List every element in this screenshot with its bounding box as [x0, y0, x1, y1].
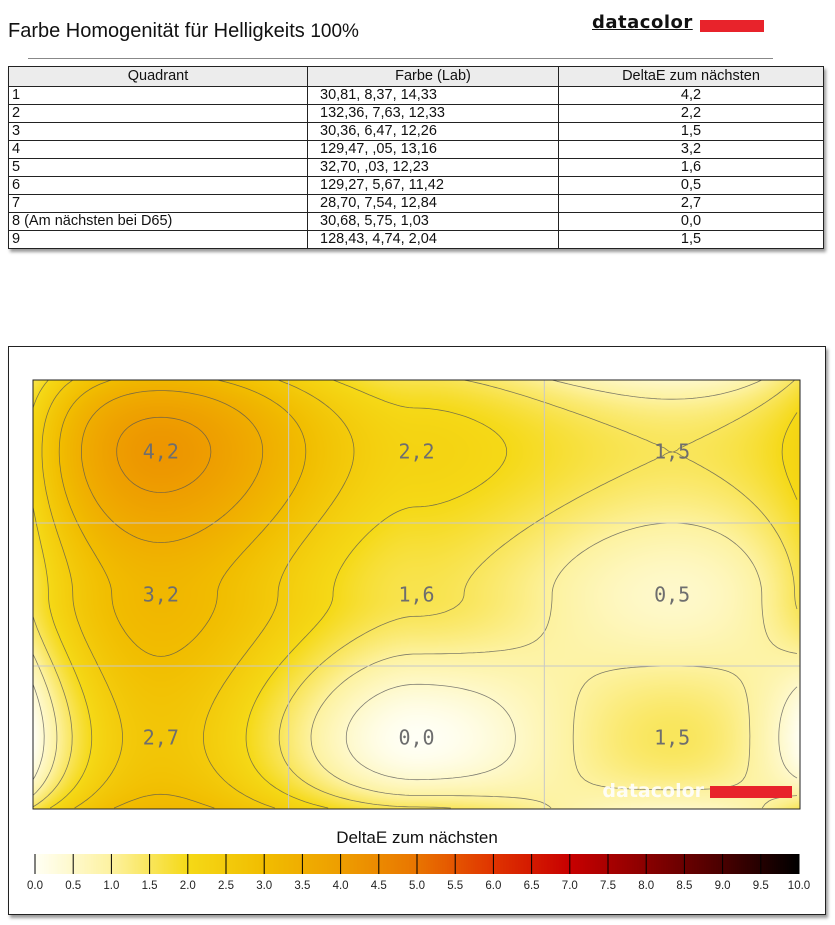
- deltae-cell: 0,5: [559, 177, 824, 195]
- deltae-cell: 1,5: [559, 123, 824, 141]
- table-row: [9, 87, 824, 105]
- table-row: [9, 213, 824, 231]
- colorbar-tick-label: 2.5: [218, 880, 234, 892]
- colorbar-tick-label: 3.0: [256, 880, 273, 892]
- column-header-color: Farbe (Lab): [308, 67, 559, 87]
- colorbar-tick-label: 9.5: [752, 880, 769, 892]
- deltae-cell: 2,7: [559, 195, 824, 213]
- deltae-cell: 4,2: [559, 87, 824, 105]
- colorbar-tick-label: 0.5: [65, 880, 82, 892]
- cell-value-label: 2,7: [142, 725, 179, 750]
- quadrant-cell: 7: [9, 195, 308, 213]
- quadrant-cell: 8 (Am nächsten bei D65): [9, 213, 308, 231]
- quadrant-cell: 9: [9, 231, 308, 249]
- cell-value-label: 4,2: [142, 439, 179, 464]
- lab-cell: 129,27, 5,67, 11,42: [308, 177, 559, 195]
- quadrant-cell: 6: [9, 177, 308, 195]
- column-header-deltae: DeltaE zum nächsten: [559, 67, 824, 87]
- cell-value-label: 1,5: [654, 725, 691, 750]
- colorbar-tick-label: 2.0: [179, 880, 196, 892]
- colorbar-tick-label: 1.5: [141, 880, 158, 892]
- colorbar-title: DeltaE zum nächsten: [336, 828, 498, 847]
- table-row: [9, 177, 824, 195]
- colorbar-tick-label: 6.0: [485, 880, 502, 892]
- table-row: [9, 231, 824, 249]
- cell-value-label: 1,5: [654, 439, 691, 464]
- lab-cell: 128,43, 4,74, 2,04: [308, 231, 559, 249]
- colorbar-tick-label: 4.5: [370, 880, 387, 892]
- colorbar-tick-label: 5.5: [447, 880, 464, 892]
- uniformity-heatmap-panel: [8, 346, 826, 915]
- deltae-cell: 1,5: [559, 231, 824, 249]
- colorbar-tick-label: 3.5: [294, 880, 311, 892]
- colorbar-tick-label: 9.0: [714, 880, 731, 892]
- column-header-quadrant: Quadrant: [9, 67, 308, 87]
- table-row: [9, 195, 824, 213]
- table-row: [9, 123, 824, 141]
- lab-cell: 30,68, 5,75, 1,03: [308, 213, 559, 231]
- quadrant-cell: 4: [9, 141, 308, 159]
- cell-value-label: 1,6: [398, 582, 435, 607]
- colorbar-tick-label: 8.0: [638, 880, 655, 892]
- page-title: [8, 20, 359, 43]
- colorbar-tick-label: 1.0: [103, 880, 120, 892]
- watermark-bar: [710, 786, 792, 798]
- deltae-cell: 1,6: [559, 159, 824, 177]
- measurement-table: [8, 66, 824, 249]
- deltae-cell: 2,2: [559, 105, 824, 123]
- colorbar-tick-label: 6.5: [523, 880, 540, 892]
- lab-cell: 32,70, ,03, 12,23: [308, 159, 559, 177]
- title-percent: 100%: [310, 21, 359, 42]
- colorbar-tick-label: 4.0: [332, 880, 349, 892]
- table-row: [9, 159, 824, 177]
- uniformity-heatmap: [9, 347, 825, 914]
- quadrant-cell: 1: [9, 87, 308, 105]
- cell-value-label: 3,2: [142, 582, 179, 607]
- header-divider: [28, 58, 773, 59]
- logo-bar: [700, 20, 764, 32]
- lab-cell: 30,36, 6,47, 12,26: [308, 123, 559, 141]
- cell-value-label: 0,5: [654, 582, 691, 607]
- table-row: [9, 141, 824, 159]
- table-row: [9, 105, 824, 123]
- lab-cell: 30,81, 8,37, 14,33: [308, 87, 559, 105]
- logo-text: datacolor: [592, 12, 693, 33]
- colorbar-tick-label: 5.0: [409, 880, 425, 892]
- deltae-cell: 3,2: [559, 141, 824, 159]
- lab-cell: 132,36, 7,63, 12,33: [308, 105, 559, 123]
- colorbar-tick-label: 7.5: [600, 880, 616, 892]
- cell-value-label: 2,2: [398, 439, 435, 464]
- title-text: Farbe Homogenität für Helligkeits: [8, 20, 305, 42]
- colorbar-tick-label: 8.5: [676, 880, 693, 892]
- cell-value-label: 0,0: [398, 725, 435, 750]
- deltae-cell: 0,0: [559, 213, 824, 231]
- lab-cell: 129,47, ,05, 13,16: [308, 141, 559, 159]
- datacolor-logo: [592, 12, 772, 38]
- lab-cell: 28,70, 7,54, 12,84: [308, 195, 559, 213]
- colorbar-tick-label: 10.0: [787, 880, 811, 892]
- table-header-row: [9, 67, 824, 87]
- quadrant-cell: 3: [9, 123, 308, 141]
- quadrant-cell: 5: [9, 159, 308, 177]
- colorbar-tick-label: 7.0: [561, 880, 578, 892]
- quadrant-cell: 2: [9, 105, 308, 123]
- watermark-text: datacolor: [602, 780, 704, 802]
- colorbar-tick-label: 0.0: [27, 880, 43, 892]
